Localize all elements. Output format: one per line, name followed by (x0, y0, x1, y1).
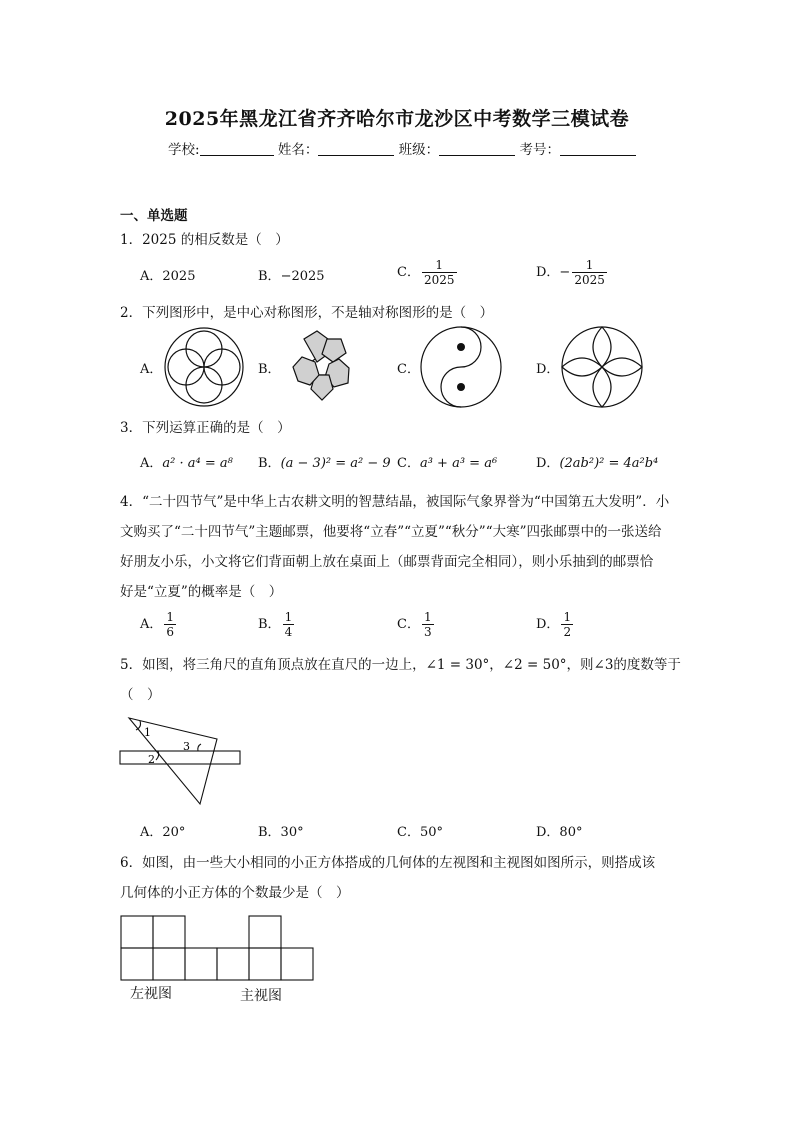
q1-d-den: 2025 (574, 273, 605, 287)
q3-a-label: A． (140, 456, 163, 471)
left-view-caption: 左视图 (130, 986, 172, 1002)
q3-d-expr: (2ab²)² = 4a²b⁴ (559, 456, 659, 471)
q6-views-figure (118, 913, 318, 983)
q5-option-b[interactable]: B．30° (258, 825, 304, 840)
class-label: 班级： (398, 142, 440, 158)
school-label: 学校: (168, 142, 200, 158)
q3-b-label: B． (258, 456, 281, 471)
angle-1-arc (136, 721, 141, 730)
q4-option-d[interactable] (536, 610, 573, 639)
q1-option-c[interactable] (397, 258, 457, 287)
q3-d-label: D． (536, 456, 560, 471)
q3-a-expr: a² · a⁴ = a⁸ (162, 456, 233, 471)
section-heading: 一、单选题 (120, 208, 188, 224)
q4-d-fraction (561, 610, 573, 639)
q5-stem-line-1: 5．如图，将三角尺的直角顶点放在直尺的一边上，∠1 = 30°，∠2 = 50°，则∠3的度数等于 (120, 657, 681, 673)
q2-option-b[interactable]: B． (258, 362, 281, 377)
q6-stem-line-2: 几何体的小正方体的个数最少是（ ） (120, 885, 350, 901)
q3-option-c[interactable] (397, 452, 497, 471)
left-view-grid (121, 916, 217, 980)
q4-d-label: D． (536, 617, 560, 632)
q1-b-value: −2025 (280, 269, 325, 284)
q3-stem: 3．下列运算正确的是（ ） (120, 420, 291, 436)
q1-option-d[interactable] (536, 258, 607, 287)
q1-d-fraction (572, 258, 607, 287)
q4-stem-line-4: 好是“立夏”的概率是（ ） (120, 584, 283, 600)
q3-option-d[interactable] (536, 452, 658, 471)
q4-d-den: 2 (563, 625, 572, 639)
angle-label-1: 1 (144, 726, 151, 739)
q3-option-a[interactable] (140, 452, 233, 471)
q4-c-num: 1 (423, 610, 432, 624)
q2-figure-d-flower (560, 325, 644, 409)
q4-stem-line-3: 好朋友小乐，小文将它们背面朝上放在桌面上（邮票背面完全相同），则小乐抽到的邮票恰 (120, 554, 654, 570)
q5-ruler-triangle-figure (118, 712, 244, 808)
q4-option-b[interactable] (258, 610, 294, 639)
q4-option-c[interactable] (397, 610, 434, 639)
name-blank[interactable] (318, 141, 394, 156)
q1-c-label: C． (397, 265, 420, 280)
q2-option-c[interactable]: C． (397, 362, 420, 377)
q3-option-b[interactable] (258, 452, 391, 471)
angle-label-3: 3 (183, 740, 190, 753)
q5-option-d[interactable]: D．80° (536, 825, 583, 840)
q1-d-label: D．− (536, 265, 571, 280)
front-view-caption: 主视图 (240, 988, 282, 1004)
q2-option-a[interactable]: A． (140, 362, 163, 377)
q2-figure-c-yinyang (419, 325, 503, 409)
front-view-grid (217, 916, 313, 980)
q4-c-fraction (422, 610, 434, 639)
triangle-ruler (129, 718, 217, 804)
q3-c-expr: a³ + a³ = a⁶ (419, 456, 498, 471)
q4-option-a[interactable] (140, 610, 176, 639)
exam-title: 2025年黑龙江省齐齐哈尔市龙沙区中考数学三模试卷 (164, 108, 630, 130)
school-blank[interactable] (200, 141, 274, 156)
q4-c-den: 3 (423, 625, 432, 639)
q5-option-a[interactable]: A．20° (140, 825, 186, 840)
q1-d-num: 1 (585, 258, 594, 272)
q1-c-num: 1 (435, 258, 444, 272)
q1-option-a[interactable]: A．2025 (140, 269, 196, 284)
q4-a-den: 6 (166, 625, 175, 639)
angle-label-2: 2 (148, 753, 155, 766)
q1-c-den: 2025 (423, 273, 455, 287)
q4-d-num: 1 (563, 610, 572, 624)
q1-b-label: B． (258, 269, 281, 284)
ruler-rect (120, 751, 240, 764)
q6-stem-line-1: 6．如图，由一些大小相同的小正方体搭成的几何体的左视图和主视图如图所示，则搭成该 (120, 855, 656, 871)
q4-b-fraction (283, 610, 295, 639)
q5-option-c[interactable]: C．50° (397, 825, 443, 840)
q2-figure-b-pentagons (280, 327, 364, 407)
q4-c-label: C． (397, 617, 420, 632)
angle-3-arc (198, 744, 201, 751)
q1-c-fraction (422, 258, 457, 287)
q4-a-label: A． (140, 617, 163, 632)
q4-b-num: 1 (284, 610, 293, 624)
name-label: 姓名： (277, 142, 319, 158)
q1-stem: 1．2025 的相反数是（ ） (120, 232, 289, 248)
q2-figure-a-circles (162, 325, 246, 409)
exam-no-blank[interactable] (560, 141, 636, 156)
q2-stem: 2．下列图形中，是中心对称图形，不是轴对称图形的是（ ） (120, 305, 494, 321)
q4-a-fraction (164, 610, 176, 639)
q4-b-label: B． (258, 617, 281, 632)
exam-no-label: 考号： (519, 142, 560, 158)
q2-option-d[interactable]: D． (536, 362, 560, 377)
q4-a-num: 1 (166, 610, 175, 624)
q5-stem-line-2: （ ） (120, 687, 161, 703)
class-blank[interactable] (439, 141, 515, 156)
student-info-line (168, 138, 636, 158)
q4-b-den: 4 (284, 625, 293, 639)
q3-b-expr: (a − 3)² = a² − 9 (280, 456, 391, 471)
q4-stem-line-1: 4．“二十四节气”是中华上古农耕文明的智慧结晶，被国际气象界誉为“中国第五大发明”．小 (120, 494, 670, 510)
q1-option-b[interactable] (258, 265, 325, 284)
q4-stem-line-2: 文购买了“二十四节气”主题邮票，他要将“立春”“立夏”“秋分”“大寒”四张邮票中的一张送给 (120, 524, 662, 540)
q3-c-label: C． (397, 456, 420, 471)
